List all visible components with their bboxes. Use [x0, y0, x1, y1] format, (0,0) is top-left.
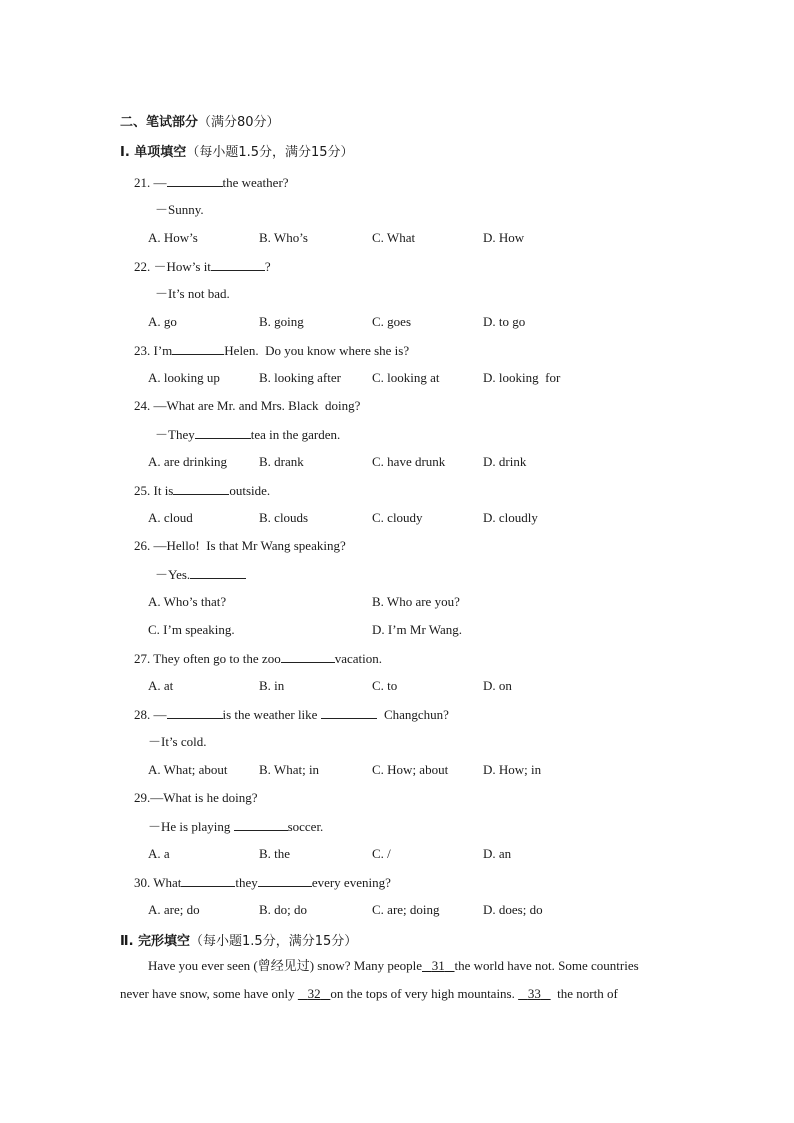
part-title: 二、笔试部分（满分80分） — [120, 115, 280, 130]
cloze-line-1: Have you ever seen (曾经见过) snow? Many people 31 the world have not. Some countries — [148, 958, 639, 973]
option-23-a: A. looking up — [148, 370, 220, 385]
option-25-c: C. cloudy — [372, 510, 423, 525]
question-22: 22. －How’s it ? — [134, 259, 271, 274]
question-26: 26. —Hello! Is that Mr Wang speaking? — [134, 538, 346, 553]
option-26-c: C. I’m speaking. — [148, 622, 235, 637]
option-23-d: D. looking for — [483, 370, 561, 385]
option-24-d: D. drink — [483, 454, 527, 469]
section2-title: Ⅱ. 完形填空（每小题1.5分，满分15分） — [120, 934, 358, 949]
option-27-a: A. at — [148, 678, 174, 693]
question-23: 23. I’m Helen. Do you know where she is? — [134, 343, 410, 358]
reply-26: －Yes. — [155, 566, 246, 583]
option-26-b: B. Who are you? — [372, 594, 460, 609]
option-22-d: D. to go — [483, 314, 526, 329]
question-25: 25. It is outside. — [134, 483, 271, 498]
blank-31: 31 — [431, 958, 445, 973]
reply-28: －It’s cold. — [148, 734, 207, 749]
option-22-a: A. go — [148, 314, 177, 329]
option-23-c: C. looking at — [372, 370, 440, 385]
question-27: 27. They often go to the zoo vacation. — [134, 651, 382, 666]
option-28-d: D. How; in — [483, 762, 542, 777]
reply-21: －Sunny. — [155, 202, 204, 217]
section1-title: Ⅰ. 单项填空（每小题1.5分，满分15分） — [120, 145, 354, 160]
option-24-c: C. have drunk — [372, 454, 446, 469]
question-28: 28. — is the weather like Changchun? — [134, 707, 449, 722]
option-28-b: B. What; in — [259, 762, 320, 777]
option-27-b: B. in — [259, 678, 285, 693]
question-21: 21. — the weather? — [134, 175, 289, 190]
option-26-d: D. I’m Mr Wang. — [372, 622, 463, 637]
option-30-c: C. are; doing — [372, 902, 440, 917]
option-29-a: A. a — [148, 846, 170, 861]
blank-33: 33 — [527, 986, 541, 1001]
option-25-d: D. cloudly — [483, 510, 538, 525]
option-21-b: B. Who’s — [259, 230, 308, 245]
option-21-c: C. What — [372, 230, 416, 245]
option-25-b: B. clouds — [259, 510, 309, 525]
reply-22: －It’s not bad. — [155, 286, 230, 301]
question-29: 29.—What is he doing? — [134, 790, 258, 805]
option-21-d: D. How — [483, 230, 525, 245]
option-23-b: B. looking after — [259, 370, 341, 385]
option-29-c: C. / — [372, 846, 391, 861]
option-30-d: D. does; do — [483, 902, 543, 917]
reply-24: －They tea in the garden. — [155, 427, 341, 442]
option-24-a: A. are drinking — [148, 454, 228, 469]
option-27-c: C. to — [372, 678, 398, 693]
option-29-d: D. an — [483, 846, 512, 861]
question-30: 30. What they every evening? — [134, 875, 391, 890]
reply-29: －He is playing soccer. — [148, 819, 324, 834]
option-29-b: B. the — [259, 846, 291, 861]
question-24: 24. —What are Mr. and Mrs. Black doing? — [134, 398, 361, 413]
option-28-c: C. How; about — [372, 762, 449, 777]
option-28-a: A. What; about — [148, 762, 228, 777]
option-26-a: A. Who’s that? — [148, 594, 227, 609]
option-24-b: B. drank — [259, 454, 304, 469]
option-21-a: A. How’s — [148, 230, 198, 245]
option-25-a: A. cloud — [148, 510, 193, 525]
option-22-c: C. goes — [372, 314, 411, 329]
option-27-d: D. on — [483, 678, 512, 693]
blank-32: 32 — [307, 986, 321, 1001]
option-30-b: B. do; do — [259, 902, 308, 917]
option-22-b: B. going — [259, 314, 304, 329]
option-30-a: A. are; do — [148, 902, 200, 917]
cloze-line-2: never have snow, some have only 32 on the tops of very high mountains. 33 the north of — [120, 986, 618, 1001]
